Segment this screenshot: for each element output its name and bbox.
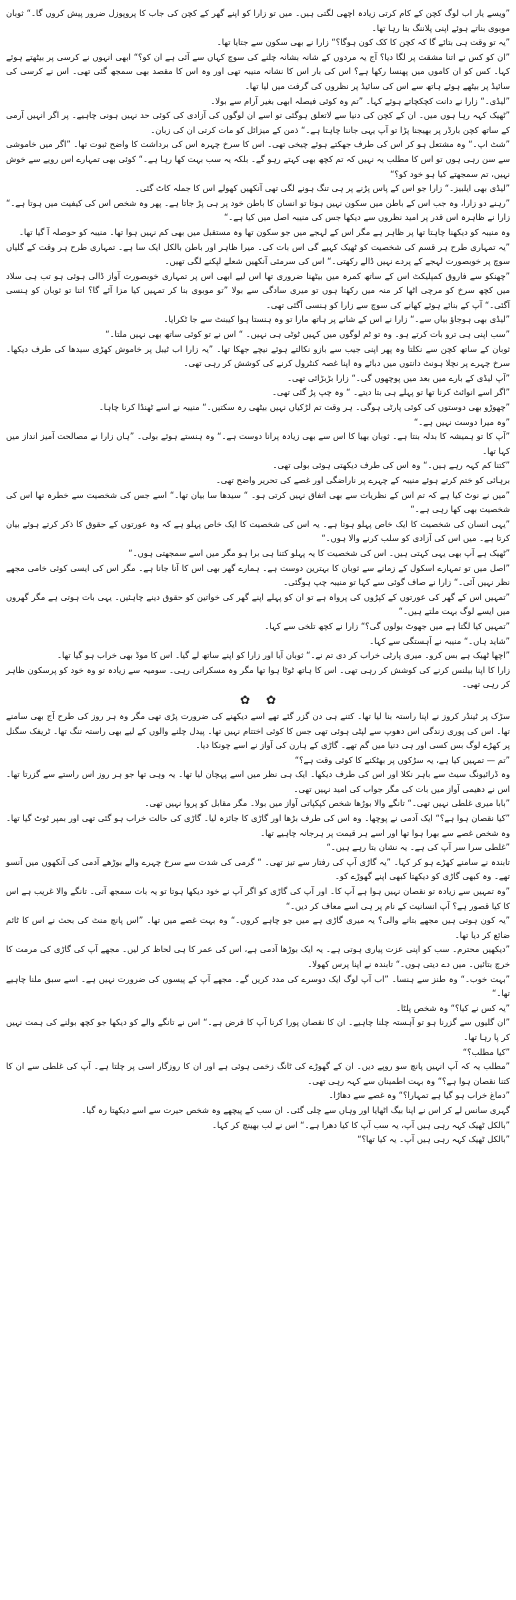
paragraph: ”بالکل ٹھیک کہہ رہی ہیں آپ۔ یہ کیا تھا؟“ — [357, 1134, 510, 1145]
paragraph: ”ٹھیک ہے آپ بھی یہی کہتی ہیں۔ اس کی شخصیت کا یہ پہلو کتنا ہی برا ہو مگر میں اسے سمجھتی ہوں۔“ — [128, 547, 510, 558]
paragraph: ”میں نے نوٹ کیا ہے کہ تم اس کے نظریات سے بھی اتفاق نہیں کرتی ہو۔ “ سیدھا سا بیان تھا۔“ اسے جس کی شخصیت سے خطرہ تھا اس کی شخصیت بھی کھا رہی ہے۔“ — [6, 489, 510, 515]
paragraph: ”بہت خوب۔“ وہ طنز سے ہنسا۔ ”اب آپ لوگ ایک دوسرے کی مدد کریں گے۔ مجھے آپ کے پیسوں کی ضرورت نہیں ہے۔ اسے سبق ملنا چاہیے تھا۔“ — [6, 973, 510, 999]
paragraph: ”ویسے یار اب لوگ کچن کے کام کرتی زیادہ اچھی لگتی ہیں۔ میں تو زارا کو اپنے گھر کے کچن کی جاب کا پروپوزل ضرور پیش کروں گا۔“ ثوبان موبوی بناتے ہوئے اپنی پلاننگ بتا رہا تھا۔ — [6, 8, 510, 33]
paragraph: ”ان گلیوں سے گزرنا ہو تو آہستہ چلنا چاہیے۔ ان کا نقصان پورا کرنا آپ کا فرض ہے۔“ اس نے تانگے والے کو دیکھا جو کچھ بولنے کی ہمت نہیں کر پا رہا تھا۔ — [6, 1017, 510, 1042]
paragraph: ”تمہیں اس کے گھر کی عورتوں کے کپڑوں کی پرواہ ہے تو ان کو پہلے اپنے گھر کی خواتین کو حقوق دینے چاہئیں۔ یہی بات ہوتی ہے مگر گھروں میں ایسے لوگ بہت ملتے ہیں۔“ — [6, 591, 510, 617]
paragraph: ”وہ تمہیں سے زیادہ تو نقصان نہیں ہوا ہے آپ کا۔ اور آپ کی گاڑی کو اگر آپ نے خود دیکھا ہوتا تو یہ بات سمجھ آتی۔ تانگے والا غریب ہے اس کا کیا قصور ہے؟ آپ انسانیت کے نام پر ہی اسے معاف کر دیں۔“ — [6, 886, 510, 911]
paragraph: تابندہ نے سامنے کھڑے ہو کر کہا۔ ”یہ گاڑی آپ کی رفتار سے تیز تھی۔ “ گرمی کی شدت سے سرخ چہرے والے بوڑھے آدمی کی آنکھوں میں آنسو تھے۔ وہ کبھی گاڑی کو دیکھتا کبھی اپنے گھوڑے کو۔ — [6, 856, 510, 882]
paragraph: ”یہ کس نے کیا؟“ وہ شخص پلٹا۔ — [395, 1002, 510, 1013]
paragraph: ”یہ کون ہوتی ہیں مجھے بتانے والی؟ یہ میری گاڑی ہے میں جو چاہے کروں۔“ وہ بہت غصے میں تھا۔ ”اس پانچ منٹ کی بحث نے اس کا ٹائم ضائع کر دیا تھا۔ — [6, 915, 510, 940]
paragraph: ”چھوڑو بھی دوستوں کی کوئی پارٹی ہوگی۔ ہر وقت تم لڑکیاں نہیں بیٹھی رہ سکتیں۔“ منیبہ نے اسے ٹھنڈا کرنا چاہا۔ — [98, 402, 510, 413]
paragraph: ”سب اپنی ہی ترو بات کرتے ہو۔ وہ تو ٹم لوگوں میں کہیں ٹوٹی ہی نہیں۔ “ اس نے تو کوئی ساتھ بھی نہیں ملتا۔“ — [105, 329, 510, 340]
paragraph: ”آپ کا تو ہمیشہ کا بدلہ بنتا ہے۔ ثوبان بھیا کا اس سے بھی زیادہ پرانا دوست ہے۔“ وہ ہنستے ہوئے بولی۔ ”ہاں زارا نے مصالحت آمیز انداز میں کہا تھا۔ — [6, 431, 510, 456]
paragraph: ”یہ تمہاری طرح ہر قسم کی شخصیت کو ٹھیک کہیے گی اس بات کی۔ میرا ظاہر اور باطن بالکل ایک سا ہے۔ تمہاری طرح ہر وقت کے گلیاں سوچ پر خوبصورت لہجے کے پردے نہیں ڈالے رکھتی۔“ اس کی سرمئی آنکھیں شعلے لپکنے لگی تھیں۔ — [6, 241, 510, 267]
paragraph: ”دیکھیں محترم۔ سب کو اپنی عزت پیاری ہوتی ہے۔ یہ ایک بوڑھا آدمی ہے، اس کی عمر کا ہی لحاظ کر لیں۔ مجھے آپ کی گاڑی کی مرمت کا خرچ بتائیں۔ میں دے دیتی ہوں۔“ تابندہ نے اپنا پرس کھولا۔ — [6, 944, 510, 969]
paragraph: زارا کا اپنا بیلنس کرنے کی کوشش کر رہی تھی۔ اس کا ہاتھ ٹوٹا ہوا تھا مگر وہ مسکراتی رہی۔ سومیہ سے زیادہ تو وہ خود کو پرسکون ظاہر کر رہی تھی۔ — [6, 664, 510, 690]
paragraph: ”تمہیں کیا لگتا ہے میں جھوٹ بولوں گی؟“ زارا نے کچھ تلخی سے کہا۔ — [264, 620, 510, 631]
paragraph: ”اگر اسے انوائٹ کرنا تھا تو پہلے ہی بتا دیتے۔ “ وہ چپ پڑ گئی تھی۔ — [271, 387, 510, 398]
paragraph: ”یہی انسان کی شخصیت کا ایک خاص پہلو ہوتا ہے۔ یہ اس کی شخصیت کا ایک خاص پہلو ہے کہ وہ عورتوں کے حقوق کا ذکر کرتے ہوئے بیان کرتا ہے۔ میں اس کی آزادی کو سلب کرنے والا ہوں۔“ — [6, 518, 510, 544]
paragraph: وہ ڈرائیونگ سیٹ سے باہر نکلا اور اس کی طرف دیکھا۔ ایک ہی نظر میں اسے پہچان لیا تھا۔ یہ وہی تھا جو ہر روز اس راستے سے گزرتا تھا۔ اس نے دھیمی آواز میں بات کی مگر جواب کی امید نہیں تھی۔ — [6, 769, 510, 794]
paragraph: ”کیا مطلب؟“ — [462, 1046, 510, 1057]
paragraph: ”اصل میں تو تمہارے اسکول کے زمانے سے ثوبان کا بہترین دوست ہے۔ ہمارے گھر بھی اس کا آنا جانا ہے۔ مگر اس کی ایسی کوئی خامی مجھے نظر نہیں آئی۔“ زارا نے صاف گوئی سے کہا تو منیبہ چپ ہوگئی۔ — [6, 562, 510, 588]
paragraph: ”ٹھیک کہہ رہا ہوں میں۔ ان کے کچن کی دنیا سے لاتعلق ہوگئی تو اسے ان لوگوں کی آزادی کی کوئی حد نہیں ہونی چاہیے۔ پر اگر انہیں آرمی کے ساتھ کچن بارڈر پر بھیجنا پڑا تو آپ یہی جاننا چاہتا ہے۔“ ذمن کے میزائل کو مات کرتی ان کی زبان۔ — [6, 110, 510, 135]
paragraph: برہائی کو ختم کرتے ہوئے منیبہ کے چہرے پر ناراضگی اور غصے کی تحریر واضح تھی۔ — [215, 475, 510, 485]
paragraph: ”بابا میری غلطی نہیں تھی۔“ تانگے والا بوڑھا شخص کپکپاتی آواز میں بولا۔ مگر مقابل کو پروا نہیں تھی۔ — [144, 798, 510, 809]
paragraph: ”شٹ اپ۔“ وہ مشتعل ہو کر اس کی طرف جھکتے ہوئے چیخی تھی۔ اس کا سرخ چہرہ اس کی برداشت کا واضح ثبوت تھا۔ ”اگر میں خاموشی سے سن رہی ہوں تو اس کا مطلب یہ نہیں کہ تم کچھ بھی کہتے رہو گے۔ بلکہ یہ سب بہت کھا رہا ہے۔“ کوئی بھی تمہارے اس رویے سے خوش نہیں، تم سمجھتے کیا ہو خود کو؟“ — [6, 139, 510, 179]
paragraph: ”غلطی سرا سر آپ کی ہے۔ یہ نشان بتا رہے ہیں۔“ — [326, 842, 510, 853]
flower-ornament-icon: ✿ — [265, 692, 277, 707]
paragraph: ”شاید ہاں۔“ منیبہ نے آہستگی سے کہا۔ — [369, 635, 510, 646]
paragraph: ”مطلب یہ کہ آپ انہیں پانچ سو روپے دیں۔ ان کے گھوڑے کی ٹانگ زخمی ہوئی ہے اور ان کا روزگار اسی پر چلتا ہے۔ آپ کی غلطی سے ان کا کتنا نقصان ہوا ہے؟“ وہ بہت اطمینان سے کہہ رہی تھی۔ — [6, 1061, 510, 1086]
paragraph: ”آپ لیڈی کے بارے میں بعد میں پوچھوں گی۔“ زارا بڑبڑائی تھی۔ — [287, 372, 510, 383]
paragraph: ”وہ میرا دوست نہیں ہے۔“ — [413, 416, 510, 427]
paragraph: ثوبان کے ساتھ کچن سے نکلتا وہ پھر اپنی جیب سے بازو نکالتے ہوئے نیچے جھکا تھا۔ ”یہ زارا اب ٹیبل پر خاموش کھڑی سیدھا کی طرف دیکھا۔ سرخ چہرے پر نچلا ہونٹ دانتوں میں دبائے وہ اپنا غصہ کنٹرول کرنے کی کوشش کر رہی تھی۔ — [6, 343, 510, 369]
paragraph: وہ منیبہ کو دیکھنا چاہتا تھا پر ظاہر ہے مگر اس کے لہجے میں جو سکون تھا وہ مستقبل میں بھی کم نہیں ہوا تھا۔ منیبہ کو حوصلہ آ گیا تھا۔ — [18, 226, 510, 237]
paragraph: ”لیڈی۔“ زارا نے دانت کچکچاتے ہوئے کہا۔ ”تم وہ کوئی فیصلہ ابھی بغیر آرام سے بولا۔ — [210, 95, 510, 106]
paragraph: ”لیڈی بھی ایلبیز۔“ زارا جو اس کے پاس پڑنے پر ہی تنگ ہونے لگی تھی آنکھیں کھولے اس کا جملہ کاٹ گئی۔ — [134, 183, 510, 194]
paragraph: ”یہ تو وقت ہی بتائے گا کہ کچن کا کک کون ہوگا؟“ زارا نے بھی سکون سے جتایا تھا۔ — [216, 37, 510, 48]
paragraph: ”رہنے دو زارا، وہ جب اس کے باطن میں سکون نہیں ہوتا تو انسان کا باطن خود پر ہی پڑ جاتا ہے۔ پھر وہ شخص اس کی کیفیت میں ہوتا ہے۔“ زارا نے ظاہرہ اس قدر پر امید نظروں سے دیکھا جس کی منیبہ اصل میں کیا ہے۔“ — [6, 197, 510, 223]
story-part-one — [6, 6, 510, 692]
paragraph: ”کتنا کم کہہ رہے ہیں۔“ وہ اس کی طرف دیکھتی ہوئی بولی تھی۔ — [272, 460, 510, 471]
paragraph: ”لیڈی بھی ہوجاؤ بیاں سے۔“ زارا نے اس کے شانے پر ہاتھ مارا تو وہ ہنستا ہوا کیبنٹ سے جا ٹکرایا۔ — [163, 314, 510, 325]
paragraph: ”تم — تمہیں کیا ہے، یہ سڑکوں پر بھٹکنے کا کوئی وقت ہے؟“ — [294, 754, 510, 765]
paragraph: ”دماغ خراب ہو گیا ہے تمہارا؟“ وہ غصے سے دھاڑا۔ — [328, 1090, 510, 1101]
paragraph: ”کیا نقصان ہوا ہے؟“ ایک آدمی نے پوچھا۔ وہ اس کی طرف بڑھا اور گاڑی کا جائزہ لیا۔ گاڑی کی حالت خراب ہو گئی تھی اور بمپر ٹوٹ گیا تھا۔ وہ شخص غصے سے بھرا ہوا تھا اور اسے ہر قیمت پر ہرجانہ چاہیے تھا۔ — [6, 813, 510, 838]
paragraph: ”بالکل ٹھیک کہہ رہی ہیں آپ، یہ سب آپ کا کیا دھرا ہے۔“ اس نے لب بھینچ کر کہا۔ — [212, 1119, 510, 1130]
flower-ornament-icon: ✿ — [239, 692, 251, 707]
paragraph: ”اچھا ٹھیک ہے بس کرو۔ میری پارٹی خراب کر دی تم نے۔“ ثوبان آیا اور زارا کو اپنے ساتھ لے گیا۔ اس کا موڈ بھی خراب ہو گیا تھا۔ — [57, 650, 510, 661]
paragraph: ”چھنکو سے فاروق کمپلیکٹ اس کے ساتھ کمرہ میں بیٹھنا ضروری تھا اس لیے ابھی اس پر تمہاری خوبصورت آواز ڈالی ہوئی ہو تب ہی سلاد میں کچھ سرخ کو مرچی اٹھا کر منہ میں رکھتا ہوں تو میری سادگی سے بولا ”تو موبوی بنا کر تمہیں کیا مزا آئے گا؟ اتنا تو ثوبان کو ہنسی آگئی۔“ آپ کے بنائے ہوئے کھانے کی سوچ سے زارا کو ہنسی آگئی تھی۔ — [6, 270, 510, 310]
paragraph: گہری سانس لے کر اس نے اپنا بیگ اٹھایا اور وہاں سے چلی گئی۔ ان سب کے پیچھے وہ شخص حیرت سے اسے دیکھتا رہ گیا۔ — [81, 1104, 510, 1115]
section-separator — [6, 694, 510, 706]
story-part-two — [6, 709, 510, 1147]
paragraph: سڑک پر ٹینڈر کروز نے اپنا راستہ بنا لیا تھا۔ کتنے ہی دن گزر گئے تھے اسے دیکھنے کی ضرورت پڑی تھی مگر وہ ہر روز کی طرح آج بھی سامنے تھا۔ اس کی پوری زندگی اس دھوپ سے لپٹی ہوئی تھی جس کا کوئی اختتام نہیں تھا۔ پیدل چلنے والوں کے لیے بھی راستہ تنگ تھا۔ ٹریفک سگنل پر کھڑے لوگ بس کسی اور ہی دنیا میں گم تھے۔ گاڑی کے ہارن کی آواز نے اسے چونکا دیا۔ — [6, 710, 510, 751]
paragraph: ”ان کو کس نے اتنا مشقت پر لگا دیا؟ آج یہ مردوں کے شانہ بشانہ چلنے کی سوچ کہاں سے آئی ہے ان کو؟“ ابھی انہوں نے کرسی پر بیٹھتے ہوئے کہا۔ کس کو ان کاموں میں پھنسا رکھا ہے؟ اس کی بار اس کا نشانہ منیبہ تھی اور وہ اس کا مقصد بھی سمجھ گئی تھی۔ اس نے کرسی کی سائیڈ پر بیٹھے ہوئے ہاتھ سے اس کی سائیڈ پر نظروں کی گرفت میں لیا تھا۔ — [6, 51, 510, 91]
